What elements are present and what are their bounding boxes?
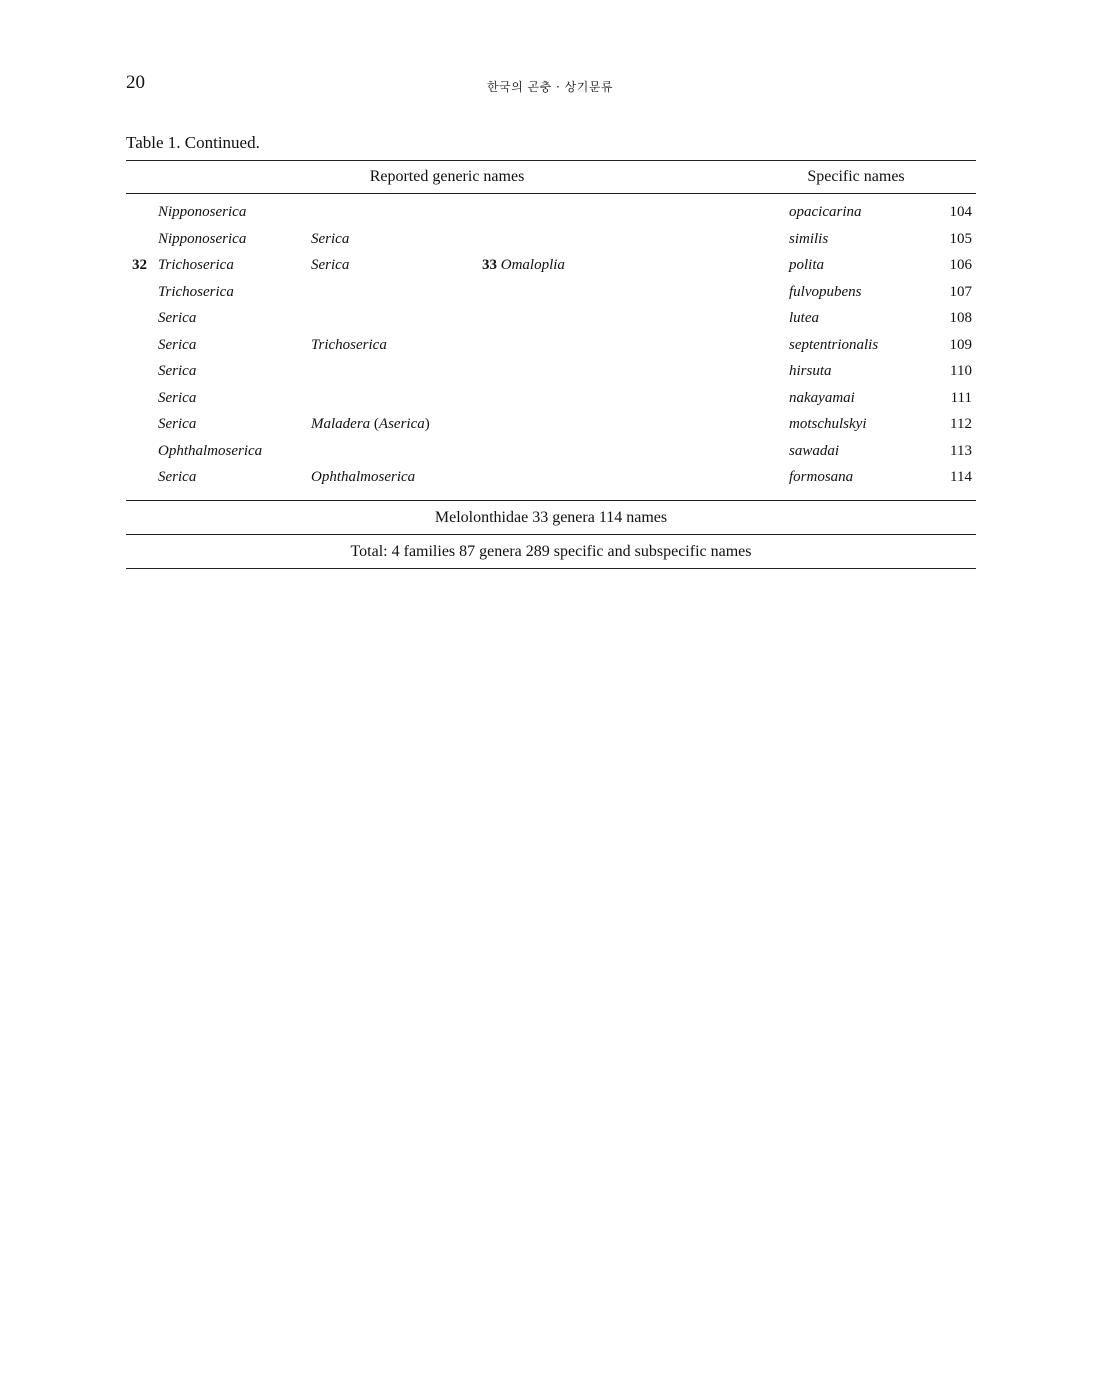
reported-genus-2 [311, 231, 349, 248]
specific-name: motschulskyi [789, 416, 867, 432]
name-number: 110 [950, 363, 972, 379]
bottom-rule [126, 568, 976, 569]
reported-genus-1: Serica [158, 416, 197, 432]
specific-name: polita [789, 257, 825, 273]
running-head: 한국의 곤충 · 상기문류 [486, 80, 614, 94]
name-number: 111 [950, 389, 972, 406]
reported-genus-2-name: Serica [311, 257, 350, 273]
specific-name: formosana [789, 469, 854, 485]
page-number: 20 [126, 72, 145, 93]
reported-genus-2-name: Serica [311, 230, 350, 247]
genus-number-3: 33 [482, 257, 497, 273]
table-row [126, 228, 976, 255]
name-number: 113 [950, 442, 972, 459]
reported-genus-2 [311, 257, 349, 274]
reported-genus-1: Serica [158, 469, 197, 485]
subgenus-close-paren: ) [424, 416, 430, 432]
table-body [126, 194, 976, 500]
name-number: 105 [949, 230, 972, 247]
reported-genus-3 [482, 257, 565, 274]
family-summary: Melolonthidae 33 genera 114 names [434, 508, 668, 526]
header-generic-names: Reported generic names [369, 168, 525, 185]
name-number: 104 [949, 204, 972, 220]
table-row [126, 254, 976, 281]
reported-genus-1: Ophthalmoserica [158, 442, 263, 459]
name-number: 106 [949, 257, 972, 273]
table-header [126, 161, 976, 193]
table-row [126, 307, 976, 334]
name-number: 108 [949, 310, 972, 326]
specific-name: sawadai [789, 442, 840, 459]
reported-genus-2 [311, 469, 415, 486]
specific-name: lutea [789, 310, 819, 326]
name-number: 114 [950, 469, 972, 485]
reported-genus-3-name: Omaloplia [500, 257, 565, 273]
table-total: Total: 4 families 87 genera 289 specific and subspecific names [350, 542, 752, 560]
reported-genus-1: Trichoserica [158, 257, 234, 273]
specific-name: septentrionalis [789, 336, 879, 353]
table-row [126, 201, 976, 228]
genus-number: 32 [132, 257, 147, 273]
header-specific-names: Specific names [807, 168, 905, 185]
table-row [126, 387, 976, 414]
table-row [126, 334, 976, 361]
reported-genus-1: Serica [158, 389, 197, 406]
table-row [126, 440, 976, 467]
reported-genus-1: Nipponoserica [158, 204, 247, 220]
reported-subgenus: Aserica [378, 416, 425, 432]
name-number: 109 [949, 336, 972, 353]
specific-name: opacicarina [789, 204, 862, 220]
specific-name: similis [789, 230, 829, 247]
specific-name: nakayamai [789, 389, 855, 406]
specific-name: fulvopubens [789, 283, 862, 300]
table-caption: Table 1. Continued. [126, 133, 260, 152]
table-row [126, 360, 976, 387]
subgenus-open-paren: ( [373, 416, 379, 432]
table-row [126, 413, 976, 440]
reported-genus-2 [311, 416, 430, 433]
reported-genus-1: Serica [158, 363, 197, 379]
name-number: 112 [950, 416, 972, 432]
reported-genus-1: Nipponoserica [158, 230, 247, 247]
reported-genus-2-name: Trichoserica [311, 336, 387, 353]
specific-name: hirsuta [789, 363, 832, 379]
table-row [126, 466, 976, 493]
species-table [126, 160, 976, 569]
reported-genus-2-name: Maladera [311, 416, 371, 432]
reported-genus-2-name: Ophthalmoserica [311, 469, 416, 485]
reported-genus-2 [311, 337, 387, 354]
reported-genus-1: Serica [158, 336, 197, 353]
reported-genus-1: Trichoserica [158, 283, 234, 300]
table-row [126, 281, 976, 308]
reported-genus-1: Serica [158, 310, 197, 326]
name-number: 107 [949, 283, 972, 300]
